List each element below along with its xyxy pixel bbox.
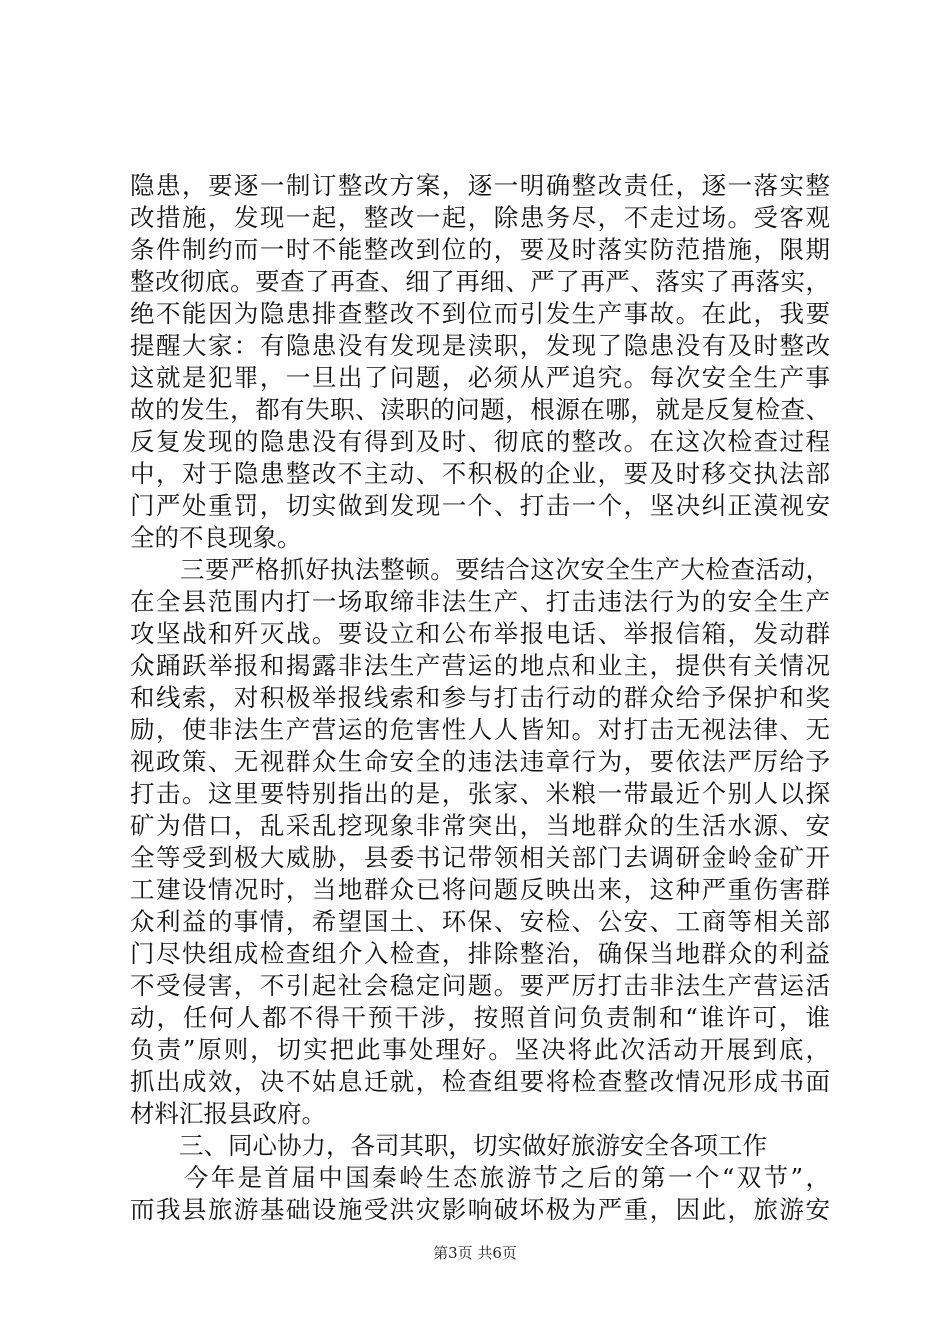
text-line: 绝不能因为隐患排查整改不到位而引发生产事故。在此，我要: [130, 299, 830, 328]
body-text: [130, 170, 830, 1226]
text-line: 隐患，要逐一制订整改方案，逐一明确整改责任，逐一落实整: [130, 171, 830, 200]
text-line: 中，对于隐患整改不主动、不积极的企业，要及时移交执法部: [130, 459, 830, 488]
text-line: 不受侵害，不引起社会稳定问题。要严厉打击非法生产营运活: [130, 971, 830, 1000]
text-line: 改措施，发现一起，整改一起，除患务尽，不走过场。受客观: [130, 203, 830, 232]
text-line: 反复发现的隐患没有得到及时、彻底的整改。在这次检查过程: [130, 427, 830, 456]
page-number-footer: 第3页 共6页: [433, 1244, 517, 1262]
text-line: 而我县旅游基础设施受洪灾影响破坏极为严重，因此，旅游安: [130, 1195, 830, 1224]
text-line: 整改彻底。要查了再查、细了再细、严了再严、落实了再落实，: [130, 267, 830, 296]
section-heading: 三、同心协力，各司其职，切实做好旅游安全各项工作: [130, 1131, 767, 1160]
text-line: 门尽快组成检查组介入检查，排除整治，确保当地群众的利益: [130, 939, 830, 968]
text-line: 工建设情况时，当地群众已将问题反映出来，这种严重伤害群: [130, 875, 830, 904]
text-line: 材料汇报县政府。: [130, 1099, 326, 1128]
text-line: 抓出成效，决不姑息迁就，检查组要将检查整改情况形成书面: [130, 1067, 830, 1096]
text-line: 三要严格抓好执法整顿。要结合这次安全生产大检查活动，: [130, 555, 830, 584]
text-line: 负责”原则，切实把此事处理好。坚决将此次活动开展到底，: [130, 1035, 830, 1064]
text-line: 动，任何人都不得干预干涉，按照首问负责制和“谁许可，谁: [130, 1003, 830, 1032]
text-line: 众利益的事情，希望国土、环保、安检、公安、工商等相关部: [130, 907, 830, 936]
text-line: 众踊跃举报和揭露非法生产营运的地点和业主，提供有关情况: [130, 651, 830, 680]
text-line: 条件制约而一时不能整改到位的，要及时落实防范措施，限期: [130, 235, 830, 264]
text-line: 打击。这里要特别指出的是，张家、米粮一带最近个别人以探: [130, 779, 830, 808]
text-line: 矿为借口，乱采乱挖现象非常突出，当地群众的生活水源、安: [130, 811, 830, 840]
text-line: 励，使非法生产营运的危害性人人皆知。对打击无视法律、无: [130, 715, 830, 744]
text-line: 视政策、无视群众生命安全的违法违章行为，要依法严厉给予: [130, 747, 830, 776]
text-line: 故的发生，都有失职、渎职的问题，根源在哪，就是反复检查、: [130, 395, 830, 424]
text-line: 全等受到极大威胁，县委书记带领相关部门去调研金岭金矿开: [130, 843, 830, 872]
text-line: 全的不良现象。: [130, 523, 302, 552]
text-line: 提醒大家：有隐患没有发现是渎职，发现了隐患没有及时整改: [130, 331, 830, 360]
text-line: 这就是犯罪，一旦出了问题，必须从严追究。每次安全生产事: [130, 363, 830, 392]
text-line: 门严处重罚，切实做到发现一个、打击一个，坚决纠正漠视安: [130, 491, 830, 520]
text-line: 在全县范围内打一场取缔非法生产、打击违法行为的安全生产: [130, 587, 830, 616]
text-line: 攻坚战和歼灭战。要设立和公布举报电话、举报信箱，发动群: [130, 619, 830, 648]
text-line: 今年是首届中国秦岭生态旅游节之后的第一个“双节”，: [130, 1163, 830, 1192]
text-line: 和线索，对积极举报线索和参与打击行动的群众给予保护和奖: [130, 683, 830, 712]
